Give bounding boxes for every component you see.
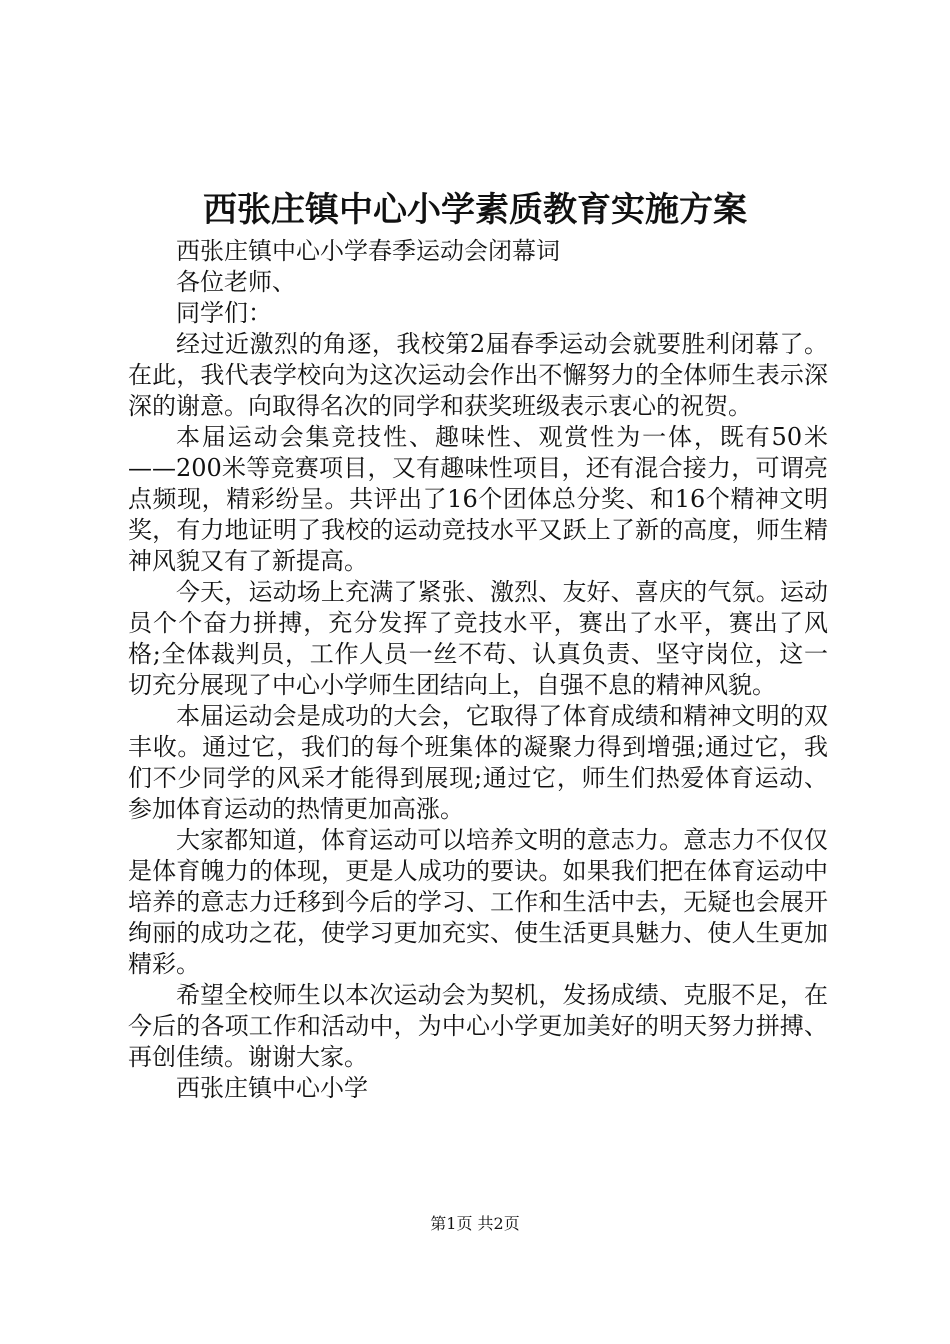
salutation-students: 同学们：: [176, 299, 272, 327]
speech-title: 西张庄镇中心小学春季运动会闭幕词: [176, 237, 560, 265]
salutation-teachers: 各位老师、: [176, 268, 296, 296]
paragraph: 经过近激烈的角逐，我校第2届春季运动会就要胜利闭幕了。在此，我代表学校向为这次运动会作出不懈努力的全体师生表示深深的谢意。向取得名次的同学和获奖班级表示衷心的祝贺。: [128, 330, 828, 420]
paragraph: 今天，运动场上充满了紧张、激烈、友好、喜庆的气氛。运动员个个奋力拼搏，充分发挥了竞技水平，赛出了水平，赛出了风格;全体裁判员，工作人员一丝不苟、认真负责、坚守岗位，这一切充分展现了中心小学师生团结向上，自强不息的精神风貌。: [128, 578, 828, 699]
paragraph: 希望全校师生以本次运动会为契机，发扬成绩、克服不足，在今后的各项工作和活动中，为中心小学更加美好的明天努力拼搏、再创佳绩。谢谢大家。: [128, 981, 828, 1071]
document-body: [128, 236, 828, 1104]
paragraph: 本届运动会集竞技性、趣味性、观赏性为一体，既有50米——200米等竞赛项目，又有趣味性项目，还有混合接力，可谓亮点频现，精彩纷呈。共评出了16个团体总分奖、和16个精神文明奖，有力地证明了我校的运动竞技水平又跃上了新的高度，师生精神风貌又有了新提高。: [128, 423, 828, 575]
document-title: 西张庄镇中心小学素质教育实施方案: [203, 190, 747, 230]
page-number-footer: 第1页 共2页: [430, 1214, 520, 1233]
signature: 西张庄镇中心小学: [176, 1074, 368, 1102]
paragraph: 大家都知道，体育运动可以培养文明的意志力。意志力不仅仅是体育魄力的体现，更是人成功的要诀。如果我们把在体育运动中培养的意志力迁移到今后的学习、工作和生活中去，无疑也会展开绚丽的成功之花，使学习更加充实、使生活更具魅力、使人生更加精彩。: [128, 826, 828, 978]
paragraph: 本届运动会是成功的大会，它取得了体育成绩和精神文明的双丰收。通过它，我们的每个班集体的凝聚力得到增强;通过它，我们不少同学的风采才能得到展现;通过它，师生们热爱体育运动、参加体育运动的热情更加高涨。: [128, 702, 828, 823]
